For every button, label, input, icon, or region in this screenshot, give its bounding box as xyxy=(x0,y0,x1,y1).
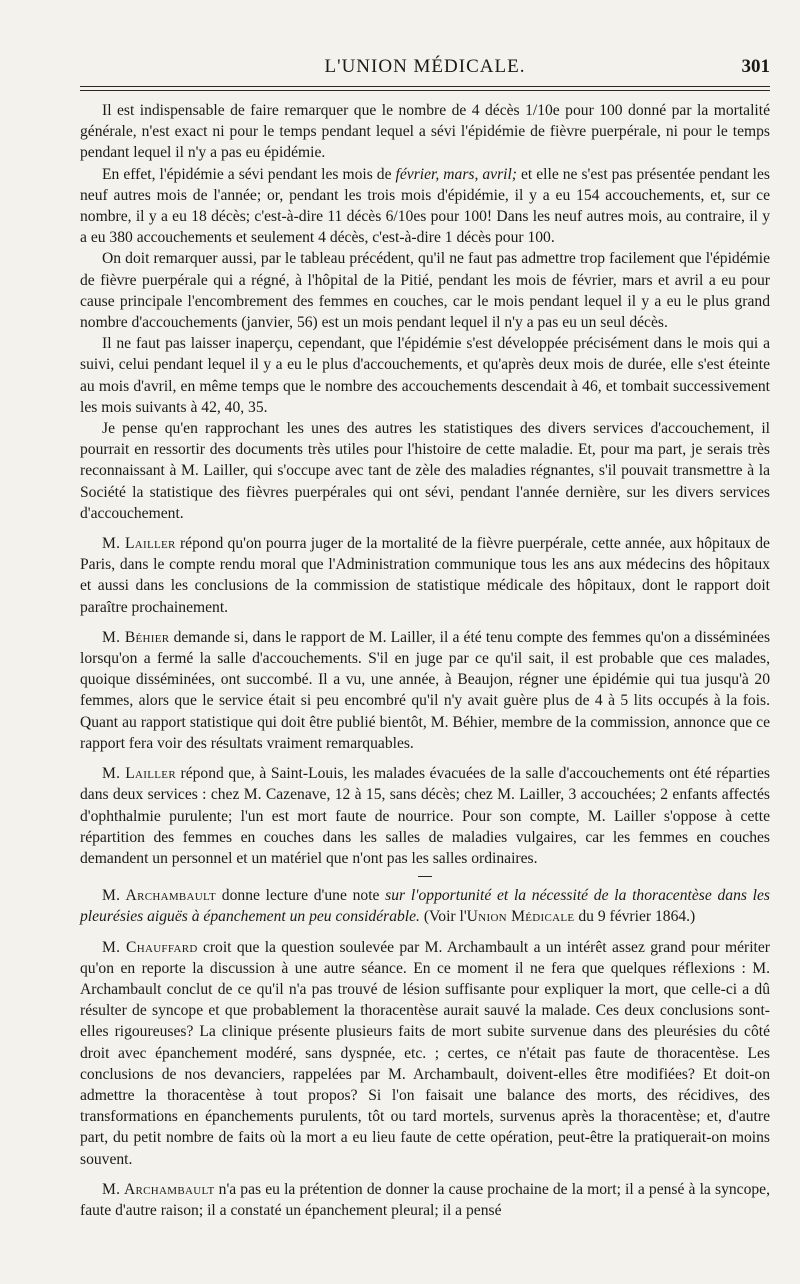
paragraph: M. Archambault donne lecture d'une note sur l'opportunité et la nécessité de la thoracentèse dans les pleurésies aiguës à épanchement un peu considérable. (Voir l'Union Médicale du 9 février 1864.) xyxy=(80,887,770,926)
paragraph: M. Chauffard croit que la question soulevée par M. Archambault a un intérêt assez grand pour mériter qu'on en reporte la discussion à une autre séance. En ce moment il ne fera que quelques réflexions : M. Archambault conclut de ce qu'il n'a pas trouvé de lésion suffisante pour expliquer la mort, que celle-ci a dû résulter de syncope et que probablement la thoracentèse aurait sauvé la malade. Ces deux conclusions sont-elles rigoureuses? La clinique présente plusieurs faits de mort subite survenue dans des pleurésies du côté droit avec épanchement modéré, sans dyspnée, etc. ; certes, ce n'était pas faute de thoracentèse. Les conclusions de nos devanciers, rappelées par M. Archambault, doivent-elles être modifiées? Et doit-on admettre la thoracentèse à tout propos? Si l'on faisait une balance des morts, des récidives, des transformations en épanchements purulents, tôt ou tard mortels, survenus après la thoracentèse; et, d'autre part, du petit nombre de faits où la mort a eu lieu faute de cette opération, peut-être la pratiquerait-on moins souvent. xyxy=(80,938,770,1168)
page-header xyxy=(80,56,770,82)
speaker-name: M. Chauffard xyxy=(102,938,198,956)
paragraph: Il est indispensable de faire remarquer que le nombre de 4 décès 1/10e pour 100 donné par la mortalité générale, n'est exact ni pour le temps pendant lequel a sévi l'épidémie de fièvre puerpérale, ni pour le temps pendant lequel il n'y a pas eu épidémie. xyxy=(80,102,770,162)
speaker-name: M. Archambault xyxy=(102,887,217,905)
paragraph: M. Archambault n'a pas eu la prétention de donner la cause prochaine de la mort; il a pensé à la syncope, faute d'autre raison; il a constaté un épanchement pleural; il a pensé xyxy=(80,1180,770,1219)
running-title: L'UNION MÉDICALE. xyxy=(324,56,526,77)
paragraph: M. Béhier demande si, dans le rapport de M. Lailler, il a été tenu compte des femmes qu'on a disséminées lorsqu'on a fermé la salle d'accouchements. S'il en juge par ce qu'il sait, il est probable que ces malades, quoique disséminées, ont succombé. Il a vu, une année, à Beaujon, régner une épidémie qui tua jusqu'à 20 femmes, alors que le service était si peu encombré qu'il n'y avait guère plus de 4 à 5 lits occupés à la fois. Quant au rapport statistique qui doit être publié bientôt, M. Béhier, membre de la commission, annonce que ce rapport fera voir des résultats vraiment remarquables. xyxy=(80,628,771,752)
speaker-name: M. Lailler xyxy=(102,765,176,783)
paragraph: Il ne faut pas laisser inaperçu, cependant, que l'épidémie s'est développée précisément dans le mois qui a suivi, celui pendant lequel il y a eu le plus d'accouchements, et qu'après deux mois de durée, elle s'est éteinte au mois d'avril, en même temps que le nombre des accouchements descendait à 46, et tombait successivement les mois suivants à 42, 40, 35. xyxy=(80,335,770,416)
paragraph: En effet, l'épidémie a sévi pendant les mois de février, mars, avril; et elle ne s'est pas présentée pendant les neuf autres mois de l'année; or, pendant les trois mois d'épidémie, il y a eu 154 accouchements, et, sur ce nombre, il y a eu 18 décès; c'est-à-dire 11 décès 6/10es pour 100! Dans les neuf autres mois, au contraire, il y a eu 380 accouchements et seulement 4 décès, c'est-à-dire 1 décès pour 100. xyxy=(80,165,770,247)
paragraph: On doit remarquer aussi, par le tableau précédent, qu'il ne faut pas admettre trop facilement que l'épidémie de fièvre puerpérale qui a régné, à l'hôpital de la Pitié, pendant les mois de février, mars et avril a eu pour cause principale l'encombrement des femmes en couches, car le mois pendant lequel il y a eu le plus grand nombre d'accouchements (janvier, 56) est un mois pendant lequel il n'y a pas eu un seul décès. xyxy=(80,250,770,332)
paragraph: Je pense qu'en rapprochant les unes des autres les statistiques des divers services d'accouchement, il pourrait en ressortir des documents très utiles pour l'histoire de cette maladie. Et, pour ma part, je serais très reconnaissant à M. Lailler, qui s'occupe avec tant de zèle des maladies régnantes, s'il pouvait transmettre à la Société la statistique des fièvres puerpérales qui ont sévi, pendant l'année dernière, sur les divers services d'accouchement. xyxy=(80,420,770,522)
header-rule-thin xyxy=(80,90,770,91)
speaker-name: M. Lailler xyxy=(102,535,176,553)
paragraph: M. Lailler répond qu'on pourra juger de la mortalité de la fièvre puerpérale, cette année, aux hôpitaux de Paris, dans le compte rendu moral que l'Administration communique tous les ans aux médecins des hôpitaux et aussi dans les conclusions de la commission de statistique médicale des hôpitaux, dont le rapport doit paraître prochainement. xyxy=(80,535,770,616)
section-separator xyxy=(418,876,432,877)
page-number: 301 xyxy=(741,56,770,77)
speaker-name: M. Archambault xyxy=(102,1180,215,1198)
paragraph: M. Lailler répond que, à Saint-Louis, les malades évacuées de la salle d'accouchements ont été réparties dans deux services : chez M. Cazenave, 12 à 15, sans décès; chez M. Lailler, 3 accouchées; 2 enfants affectés d'ophthalmie purulente; l'un est mort faute de nourrice. Pour son compte, M. Lailler s'oppose à cette répartition des femmes en couches dans les salles de maladies vulgaires, car les femmes en couches demandent un personnel et un matériel que n'ont pas les salles ordinaires. xyxy=(80,765,770,867)
header-rule xyxy=(80,86,770,87)
body-text xyxy=(80,100,770,1221)
speaker-name: M. Béhier xyxy=(102,628,170,646)
